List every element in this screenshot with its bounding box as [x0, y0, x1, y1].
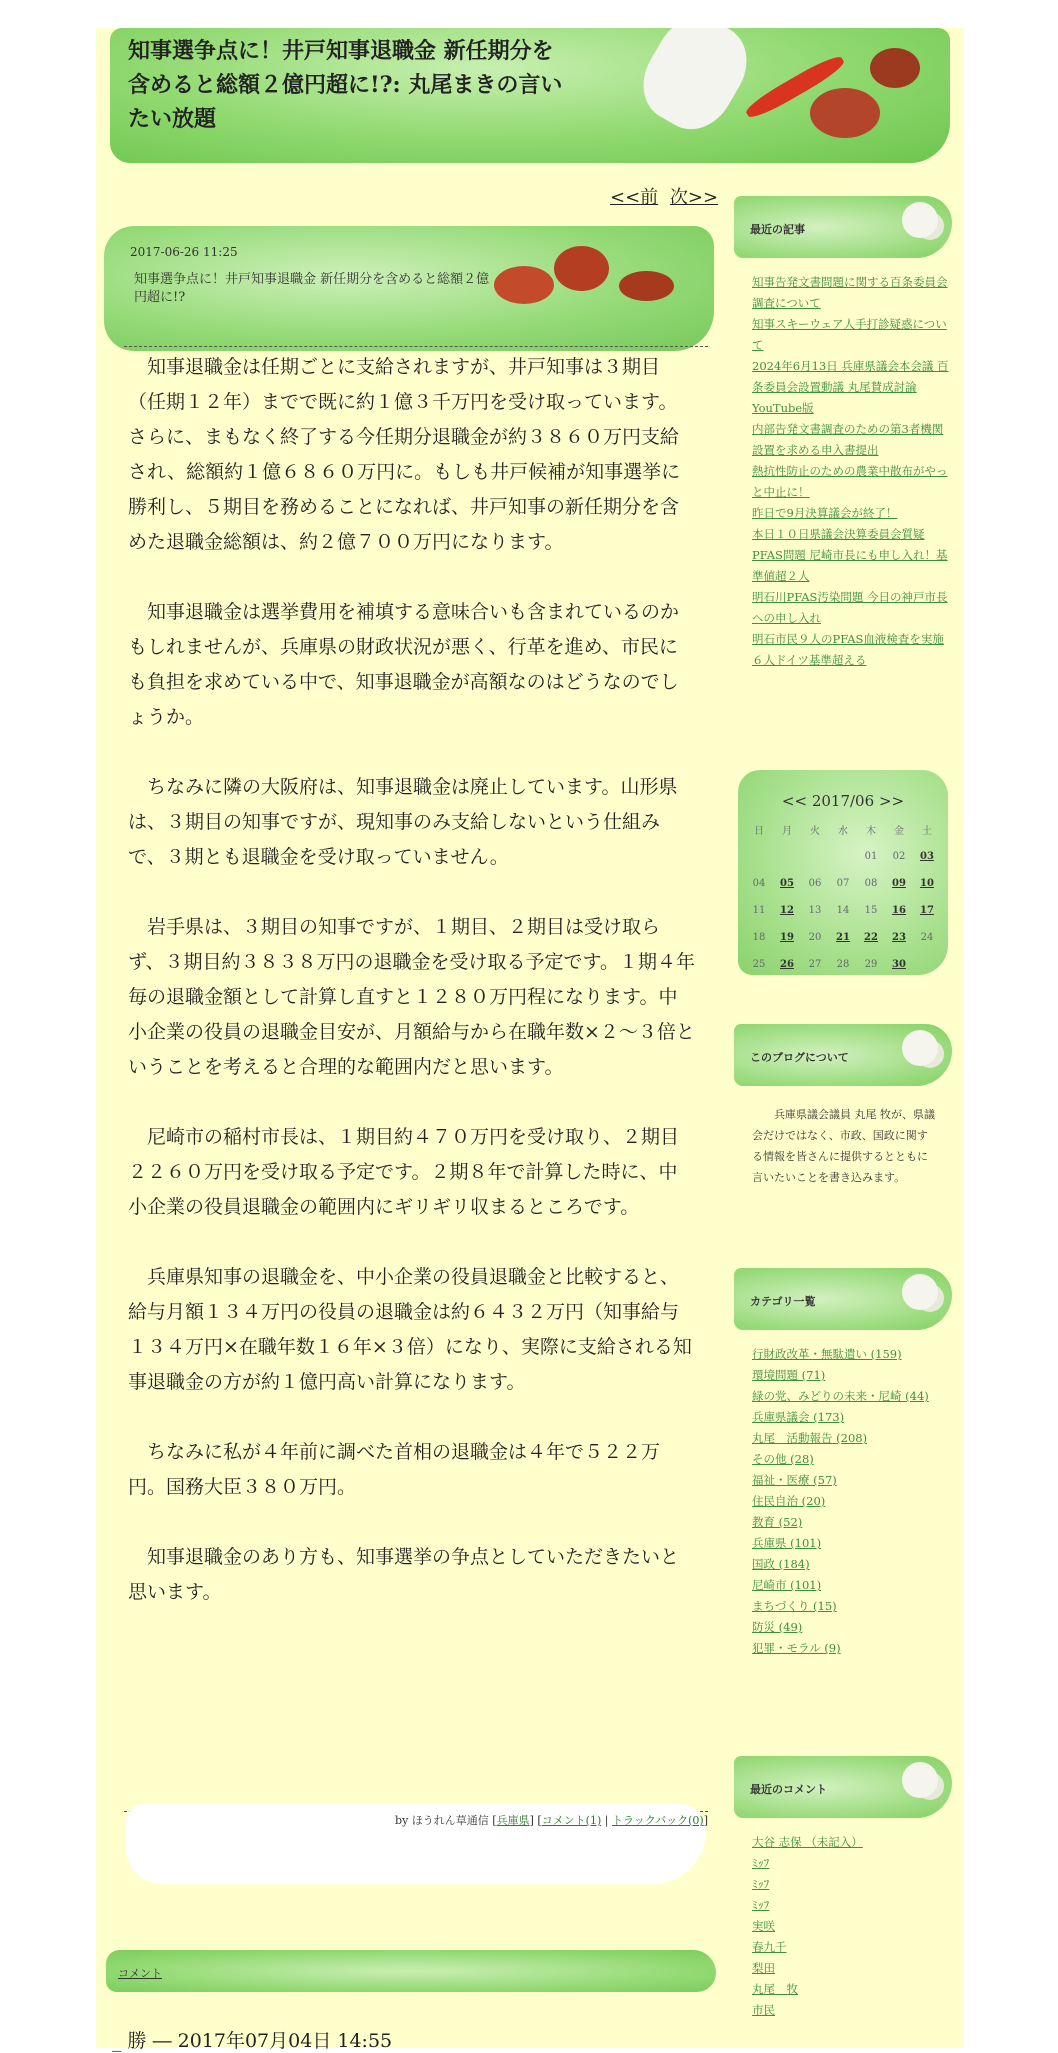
- calendar-day: 25: [752, 959, 766, 970]
- recent-comment-link[interactable]: 市民: [752, 2003, 775, 2017]
- mushroom-icon-2: [554, 246, 609, 291]
- calendar-table: [745, 816, 941, 978]
- mushroom-icon: [494, 266, 554, 304]
- turnip-icon: [902, 1030, 938, 1066]
- entry-paragraph: 知事退職金のあり方も、知事選挙の争点としていただきたいと思います。: [128, 1546, 680, 1603]
- turnip-icon: [902, 1274, 938, 1310]
- calendar-day[interactable]: 30: [892, 959, 906, 970]
- category-link[interactable]: 犯罪・モラル (9): [752, 1641, 841, 1655]
- recent-comment-link[interactable]: 大谷 志保 （未記入）: [752, 1835, 863, 1849]
- recent-post-link[interactable]: 熱抗性防止のための農業中散布がやっと中止に！: [752, 464, 948, 499]
- entry-author: by ほうれん草通信: [395, 1814, 489, 1827]
- calendar-day: 07: [836, 878, 850, 889]
- calendar-day: 14: [836, 905, 850, 916]
- recent-posts-widget: [734, 196, 952, 671]
- category-link[interactable]: 行財政改革・無駄遣い (159): [752, 1347, 902, 1361]
- calendar-widget: [738, 770, 948, 975]
- category-link[interactable]: 丸尾 活動報告 (208): [752, 1431, 868, 1445]
- calendar-day: 28: [836, 959, 850, 970]
- calendar-day: 27: [808, 959, 822, 970]
- calendar-next-link[interactable]: >>: [878, 792, 905, 810]
- calendar-day: 18: [752, 932, 766, 943]
- recent-comments-title: 最近のコメント: [750, 1783, 827, 1796]
- recent-comment-link[interactable]: ﾐｯﾌ: [752, 1877, 770, 1891]
- calendar-day: 01: [864, 851, 878, 862]
- entry-date: 2017-06-26 11:25: [130, 245, 238, 259]
- entry-paragraph: 岩手県は、３期目の知事ですが、１期目、２期目は受け取らず、３期目約３８３８万円の退職金を受け取る予定です。１期４年毎の退職金額として計算し直すと１２８０万円程になります。中小企業の役員の退職金目安が、月額給与から在職年数×２～３倍ということを考えると合理的な範囲内だと思います。: [128, 916, 695, 1078]
- calendar-day: 20: [808, 932, 822, 943]
- calendar-day: 24: [920, 932, 934, 943]
- category-link[interactable]: 住民自治 (20): [752, 1494, 826, 1508]
- prev-post-link[interactable]: <<前: [610, 187, 659, 208]
- category-link[interactable]: まちづくり (15): [752, 1599, 837, 1613]
- calendar-weekday: 日: [754, 826, 764, 837]
- comments-heading-label[interactable]: コメント: [118, 1967, 162, 1980]
- recent-comment-link[interactable]: ﾐｯﾌ: [752, 1856, 770, 1870]
- calendar-day[interactable]: 19: [780, 932, 794, 943]
- calendar-day: 15: [864, 905, 878, 916]
- separator: |: [604, 1814, 609, 1827]
- vegetable-illustration: [629, 28, 762, 143]
- about-heading: [734, 1024, 952, 1086]
- recent-comments-widget: [734, 1756, 952, 2021]
- recent-posts-heading: [734, 196, 952, 258]
- entry-footer: by ほうれん草通信 [兵庫県] [コメント(1) | トラックバック(0)]: [395, 1814, 708, 1827]
- turnip-icon: [902, 1762, 938, 1798]
- calendar-day[interactable]: 22: [864, 932, 878, 943]
- recent-comment-link[interactable]: 春九千: [752, 1940, 787, 1954]
- calendar-day: 06: [808, 878, 822, 889]
- calendar-weekday: 土: [922, 826, 932, 837]
- category-link[interactable]: その他 (28): [752, 1452, 814, 1466]
- page: [96, 28, 964, 2052]
- recent-comments-list: [752, 1832, 952, 2021]
- calendar-title: [738, 792, 948, 810]
- category-link[interactable]: 環境問題 (71): [752, 1368, 826, 1382]
- entry-body: [128, 350, 696, 1645]
- trackback-link[interactable]: トラックバック(0): [612, 1814, 704, 1827]
- category-link[interactable]: 兵庫県議会 (173): [752, 1410, 845, 1424]
- about-title: このブログについて: [750, 1051, 849, 1064]
- recent-post-link[interactable]: 内部告発文書調査のための第3者機関設置を求める申入書提出: [752, 422, 944, 457]
- category-link[interactable]: 国政 (184): [752, 1557, 810, 1571]
- calendar-weekday: 月: [782, 826, 792, 837]
- calendar-day: 08: [864, 878, 878, 889]
- turnip-icon: [902, 202, 938, 238]
- calendar-month: 2017/06: [811, 792, 875, 810]
- calendar-day: [773, 843, 801, 870]
- calendar-day: [745, 843, 773, 870]
- calendar-day: [801, 843, 829, 870]
- categories-heading: [734, 1268, 952, 1330]
- calendar-day: 13: [808, 905, 822, 916]
- comments-heading: [106, 1950, 716, 1992]
- entry-category-link[interactable]: 兵庫県: [496, 1814, 530, 1827]
- next-post-link[interactable]: 次>>: [669, 187, 719, 208]
- calendar-day[interactable]: 09: [892, 878, 906, 889]
- recent-post-link[interactable]: 明石市民９人のPFAS血液検査を実施 ６人ドイツ基準超える: [752, 632, 944, 667]
- mushroom-illustration-2: [870, 48, 920, 88]
- calendar-prev-link[interactable]: <<: [781, 792, 808, 810]
- recent-posts-list: [752, 272, 952, 671]
- calendar-weekday: 金: [894, 826, 904, 837]
- calendar-day[interactable]: 05: [780, 878, 794, 889]
- calendar-day[interactable]: 17: [920, 905, 934, 916]
- entry-paragraph: ちなみに私が４年前に調べた首相の退職金は４年で５２２万円。国務大臣３８０万円。: [128, 1441, 661, 1498]
- recent-comments-heading: [734, 1756, 952, 1818]
- calendar-day[interactable]: 21: [836, 932, 850, 943]
- categories-widget: [734, 1268, 952, 1659]
- about-text: 兵庫県議会議員 丸尾 牧が、県議会だけではなく、市政、国政に関する情報を皆さんに提供するとともに言いたいことを書き込みます。: [752, 1108, 935, 1184]
- recent-post-link[interactable]: 昨日で9月決算議会が終了！: [752, 506, 898, 520]
- entry-title[interactable]: 知事選争点に！井戸知事退職金 新任期分を含めると総額２億円超に!?: [134, 272, 490, 305]
- entry-paragraph: 尼崎市の稲村市長は、１期目約４７０万円を受け取り、２期目２２６０万円を受け取る予定です。２期８年で計算した時に、中小企業の役員退職金の範囲内にギリギリ収まるところです。: [128, 1126, 680, 1218]
- recent-comment-link[interactable]: 丸尾 牧: [752, 1982, 798, 1996]
- entry-paragraph: ちなみに隣の大阪府は、知事退職金は廃止しています。山形県は、３期目の知事ですが、現知事のみ支給しないという仕組みで、３期とも退職金を受け取っていません。: [128, 776, 678, 868]
- category-link[interactable]: 尼崎市 (101): [752, 1578, 822, 1592]
- blog-title[interactable]: 知事選争点に！井戸知事退職金 新任期分を含めると総額２億円超に!?: 丸尾まきの言いたい放題: [128, 38, 563, 132]
- entry-paragraph: 知事退職金は任期ごとに支給されますが、井戸知事は３期目（任期１２年）までで既に約１億３千万円を受け取っています。さらに、まもなく終了する今任期分退職金が約３８６０万円支給され、総額約１億６８６０万円に。もしも井戸候補が知事選挙に勝利し、５期目を務めることになれば、井戸知事の新任期分を含めた退職金総額は、約２億７００万円になります。: [128, 356, 681, 553]
- about-widget: [734, 1024, 952, 1188]
- recent-post-link[interactable]: 本日１０日県議会決算委員会質疑: [752, 527, 925, 541]
- calendar-day: 04: [752, 878, 766, 889]
- calendar-day: 29: [864, 959, 878, 970]
- recent-comment-link[interactable]: 梨田: [752, 1961, 775, 1975]
- recent-post-link[interactable]: 2024年6月13日 兵庫県議会本会議 百条委員会設置動議 丸尾賛成討論 YouTube版: [752, 359, 949, 415]
- recent-post-link[interactable]: 知事スキーウェア人手打診疑惑について: [752, 317, 947, 352]
- blog-header: [110, 28, 950, 163]
- recent-comment-link[interactable]: 実咲: [752, 1919, 775, 1933]
- calendar-weekday: 火: [810, 826, 820, 837]
- category-link[interactable]: 福祉・医療 (57): [752, 1473, 837, 1487]
- category-link[interactable]: 防災 (49): [752, 1620, 803, 1634]
- recent-post-link[interactable]: 知事告発文書問題に関する百条委員会調査について: [752, 275, 948, 310]
- calendar-day[interactable]: 26: [780, 959, 794, 970]
- post-navigation: [604, 183, 718, 209]
- category-link[interactable]: 兵庫県 (101): [752, 1536, 822, 1550]
- entry-paragraph: 兵庫県知事の退職金を、中小企業の役員退職金と比較すると、給与月額１３４万円の役員の退職金は約６４３２万円（知事給与１３４万円×在職年数１６年×３倍）になり、実際に支給される知事退職金の方が約１億円高い計算になります。: [128, 1266, 692, 1393]
- recent-comment-link[interactable]: ﾐｯﾌ: [752, 1898, 770, 1912]
- recent-post-link[interactable]: PFAS問題 尼崎市長にも申し入れ！基準値超２人: [752, 548, 948, 583]
- mushroom-illustration: [810, 88, 880, 138]
- comment-author: _ 勝 ― 2017年07月04日 14:55: [112, 2030, 393, 2052]
- calendar-day[interactable]: 12: [780, 905, 794, 916]
- recent-posts-title: 最近の記事: [750, 223, 805, 236]
- calendar-day[interactable]: 16: [892, 905, 906, 916]
- calendar-day: 02: [892, 851, 906, 862]
- calendar-day: [913, 951, 941, 978]
- comments-link[interactable]: コメント(1): [541, 1814, 602, 1827]
- calendar-day[interactable]: 10: [920, 878, 934, 889]
- categories-title: カテゴリ一覧: [750, 1295, 816, 1308]
- calendar-day: 11: [752, 905, 766, 916]
- categories-list: [752, 1344, 952, 1659]
- category-link[interactable]: 緑の党、みどりの未来・尼崎 (44): [752, 1389, 929, 1403]
- divider: [124, 346, 708, 347]
- calendar-day: [829, 843, 857, 870]
- category-link[interactable]: 教育 (52): [752, 1515, 803, 1529]
- entry-header: [104, 226, 714, 351]
- calendar-day[interactable]: 03: [920, 851, 934, 862]
- entry-paragraph: 知事退職金は選挙費用を補填する意味合いも含まれているのかもしれませんが、兵庫県の財政状況が悪く、行革を進め、市民にも負担を求めている中で、知事退職金が高額なのはどうなのでしょうか。: [128, 601, 680, 728]
- calendar-weekday: 水: [838, 826, 848, 837]
- calendar-day[interactable]: 23: [892, 932, 906, 943]
- recent-post-link[interactable]: 明石川PFAS汚染問題 今日の神戸市長への申し入れ: [752, 590, 948, 625]
- mushroom-icon-3: [619, 271, 674, 301]
- calendar-weekday: 木: [866, 826, 876, 837]
